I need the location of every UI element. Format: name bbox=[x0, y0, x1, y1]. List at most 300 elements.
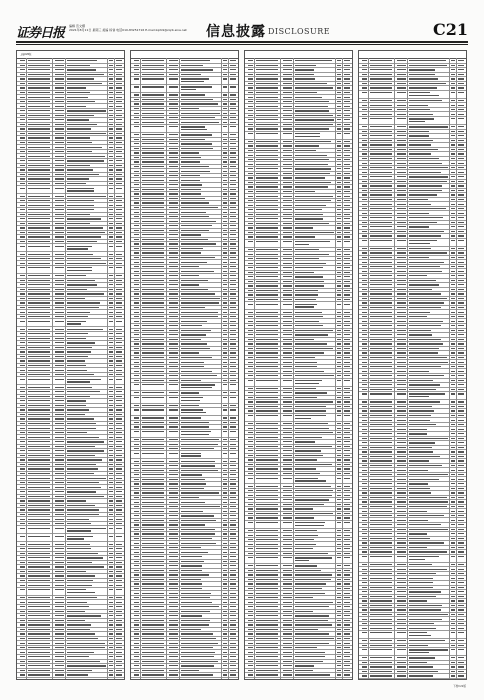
redacted-cell bbox=[20, 437, 25, 438]
redacted-cell bbox=[370, 194, 392, 195]
redacted-cell bbox=[55, 509, 64, 510]
redacted-cell bbox=[397, 547, 406, 548]
redacted-cell bbox=[283, 539, 292, 540]
redacted-cell bbox=[142, 207, 164, 208]
redacted-cell bbox=[181, 412, 206, 413]
redacted-cell bbox=[283, 164, 292, 165]
redacted-cell bbox=[337, 290, 341, 291]
redacted-cell bbox=[295, 272, 314, 273]
redacted-cell bbox=[409, 524, 441, 525]
redacted-cell bbox=[28, 391, 50, 392]
redacted-cell bbox=[256, 499, 278, 500]
redacted-cell bbox=[142, 366, 164, 367]
redacted-cell bbox=[362, 524, 367, 525]
redacted-cell bbox=[223, 543, 227, 544]
redacted-cell bbox=[142, 325, 164, 326]
redacted-cell bbox=[248, 513, 253, 514]
redacted-cell bbox=[223, 556, 227, 557]
redacted-cell bbox=[256, 441, 278, 442]
redacted-cell bbox=[451, 465, 455, 466]
redacted-cell bbox=[295, 128, 329, 129]
redacted-cell bbox=[230, 94, 236, 95]
redacted-cell bbox=[370, 524, 392, 525]
redacted-cell bbox=[28, 209, 50, 210]
redacted-cell bbox=[283, 548, 292, 549]
redacted-cell bbox=[20, 629, 25, 630]
redacted-cell bbox=[134, 348, 139, 349]
redacted-cell bbox=[109, 110, 113, 111]
redacted-cell bbox=[344, 629, 350, 630]
redacted-cell bbox=[230, 465, 236, 466]
redacted-cell bbox=[344, 263, 350, 264]
redacted-cell bbox=[295, 133, 320, 134]
redacted-cell bbox=[230, 225, 236, 226]
redacted-cell bbox=[20, 387, 25, 388]
redacted-cell bbox=[223, 624, 227, 625]
redacted-cell bbox=[28, 679, 50, 680]
redacted-cell bbox=[409, 573, 436, 574]
redacted-cell bbox=[116, 496, 122, 497]
redacted-cell bbox=[283, 232, 292, 233]
redacted-cell bbox=[295, 276, 323, 277]
redacted-cell bbox=[337, 432, 341, 433]
redacted-cell bbox=[67, 514, 99, 515]
redacted-cell bbox=[230, 161, 236, 162]
redacted-cell bbox=[295, 410, 326, 411]
redacted-cell bbox=[181, 565, 202, 566]
redacted-cell bbox=[295, 665, 314, 666]
redacted-cell bbox=[134, 380, 139, 381]
redacted-cell bbox=[397, 185, 406, 186]
redacted-cell bbox=[223, 284, 227, 285]
redacted-cell bbox=[344, 679, 350, 680]
redacted-cell bbox=[20, 575, 25, 576]
redacted-cell bbox=[409, 352, 438, 353]
redacted-cell bbox=[370, 266, 392, 267]
redacted-cell bbox=[397, 140, 406, 141]
redacted-cell bbox=[458, 262, 464, 263]
redacted-cell bbox=[283, 330, 292, 331]
redacted-cell bbox=[181, 113, 220, 114]
redacted-cell bbox=[223, 679, 227, 680]
redacted-cell bbox=[458, 433, 464, 434]
redacted-cell bbox=[28, 101, 50, 102]
redacted-cell bbox=[283, 380, 292, 381]
redacted-cell bbox=[458, 632, 464, 633]
redacted-cell bbox=[248, 241, 253, 242]
redacted-cell bbox=[362, 609, 367, 610]
redacted-cell bbox=[397, 632, 406, 633]
redacted-cell bbox=[337, 119, 341, 120]
redacted-cell bbox=[142, 397, 164, 398]
redacted-cell bbox=[20, 432, 25, 433]
redacted-cell bbox=[256, 69, 278, 70]
redacted-cell bbox=[67, 519, 89, 520]
redacted-cell bbox=[409, 600, 427, 601]
redacted-cell bbox=[169, 574, 178, 575]
redacted-cell bbox=[230, 103, 236, 104]
redacted-cell bbox=[116, 174, 122, 175]
redacted-cell bbox=[223, 615, 227, 616]
redacted-cell bbox=[344, 522, 350, 523]
redacted-cell bbox=[169, 417, 178, 418]
redacted-cell bbox=[230, 524, 236, 525]
redacted-cell bbox=[109, 312, 113, 313]
redacted-cell bbox=[230, 113, 236, 114]
redacted-cell bbox=[181, 400, 200, 401]
redacted-cell bbox=[28, 400, 50, 401]
redacted-cell bbox=[409, 640, 445, 641]
redacted-cell bbox=[397, 591, 406, 592]
redacted-cell bbox=[109, 284, 113, 285]
redacted-cell bbox=[370, 74, 392, 75]
redacted-cell bbox=[337, 565, 341, 566]
redacted-cell bbox=[142, 529, 164, 530]
redacted-cell bbox=[55, 379, 64, 380]
redacted-cell bbox=[256, 611, 278, 612]
redacted-cell bbox=[20, 562, 25, 563]
redacted-cell bbox=[223, 371, 227, 372]
redacted-cell bbox=[142, 561, 164, 562]
redacted-cell bbox=[181, 615, 202, 616]
redacted-cell bbox=[248, 276, 253, 277]
redacted-cell bbox=[256, 375, 278, 376]
redacted-cell bbox=[142, 417, 164, 418]
redacted-cell bbox=[409, 60, 446, 61]
redacted-cell bbox=[458, 325, 464, 326]
redacted-cell bbox=[283, 553, 292, 554]
redacted-cell bbox=[55, 496, 64, 497]
redacted-cell bbox=[337, 633, 341, 634]
redacted-cell bbox=[256, 128, 278, 129]
redacted-cell bbox=[116, 482, 122, 483]
redacted-cell bbox=[109, 455, 113, 456]
redacted-cell bbox=[67, 370, 87, 371]
redacted-cell bbox=[397, 126, 406, 127]
redacted-cell bbox=[20, 263, 25, 264]
redacted-cell bbox=[344, 513, 350, 514]
redacted-cell bbox=[370, 126, 392, 127]
redacted-cell bbox=[344, 339, 350, 340]
redacted-cell bbox=[134, 579, 139, 580]
redacted-cell bbox=[67, 441, 104, 442]
redacted-cell bbox=[230, 352, 236, 353]
redacted-cell bbox=[256, 141, 278, 142]
redacted-cell bbox=[230, 330, 236, 331]
redacted-cell bbox=[370, 334, 392, 335]
redacted-cell bbox=[337, 459, 341, 460]
redacted-cell bbox=[109, 258, 113, 259]
redacted-cell bbox=[344, 486, 350, 487]
redacted-cell bbox=[169, 561, 178, 562]
redacted-cell bbox=[458, 343, 464, 344]
redacted-cell bbox=[223, 157, 227, 158]
redacted-cell bbox=[116, 647, 122, 648]
redacted-cell bbox=[370, 262, 392, 263]
redacted-cell bbox=[458, 213, 464, 214]
redacted-cell bbox=[248, 110, 253, 111]
redacted-cell bbox=[67, 580, 93, 581]
table-row bbox=[17, 244, 124, 252]
redacted-cell bbox=[248, 397, 253, 398]
redacted-cell bbox=[28, 302, 50, 303]
redacted-cell bbox=[362, 645, 367, 646]
redacted-cell bbox=[283, 186, 292, 187]
redacted-cell bbox=[169, 78, 178, 79]
redacted-cell bbox=[370, 506, 392, 507]
redacted-cell bbox=[337, 267, 341, 268]
redacted-cell bbox=[256, 299, 278, 300]
redacted-cell bbox=[142, 380, 164, 381]
redacted-cell bbox=[362, 87, 367, 88]
redacted-cell bbox=[344, 557, 350, 558]
redacted-cell bbox=[223, 316, 227, 317]
redacted-cell bbox=[397, 248, 406, 249]
redacted-cell bbox=[248, 352, 253, 353]
redacted-cell bbox=[20, 280, 25, 281]
redacted-cell bbox=[256, 647, 278, 648]
redacted-cell bbox=[134, 561, 139, 562]
redacted-cell bbox=[362, 248, 367, 249]
redacted-cell bbox=[370, 515, 392, 516]
redacted-cell bbox=[134, 126, 139, 127]
redacted-cell bbox=[28, 615, 50, 616]
redacted-cell bbox=[409, 366, 441, 367]
redacted-cell bbox=[256, 643, 278, 644]
redacted-cell bbox=[20, 246, 25, 247]
redacted-cell bbox=[142, 134, 164, 135]
redacted-cell bbox=[169, 175, 178, 176]
redacted-cell bbox=[283, 110, 292, 111]
redacted-cell bbox=[362, 438, 367, 439]
redacted-cell bbox=[181, 647, 213, 648]
redacted-cell bbox=[116, 347, 122, 348]
redacted-cell bbox=[409, 447, 432, 448]
redacted-cell bbox=[370, 628, 392, 629]
redacted-cell bbox=[181, 103, 218, 104]
redacted-cell bbox=[181, 606, 219, 607]
redacted-cell bbox=[109, 151, 113, 152]
redacted-cell bbox=[256, 432, 278, 433]
redacted-cell bbox=[295, 285, 324, 286]
redacted-cell bbox=[67, 396, 90, 397]
redacted-cell bbox=[362, 213, 367, 214]
redacted-cell bbox=[458, 649, 464, 650]
redacted-cell bbox=[344, 620, 350, 621]
redacted-cell bbox=[116, 267, 122, 268]
redacted-cell bbox=[409, 95, 439, 96]
redacted-cell bbox=[181, 547, 201, 548]
redacted-cell bbox=[28, 205, 50, 206]
redacted-cell bbox=[362, 497, 367, 498]
redacted-cell bbox=[451, 78, 455, 79]
redacted-cell bbox=[67, 602, 87, 603]
redacted-cell bbox=[169, 189, 178, 190]
redacted-cell bbox=[67, 566, 104, 567]
redacted-cell bbox=[248, 209, 253, 210]
redacted-cell bbox=[20, 360, 25, 361]
redacted-cell bbox=[116, 137, 122, 138]
redacted-cell bbox=[134, 103, 139, 104]
redacted-cell bbox=[458, 185, 464, 186]
redacted-cell bbox=[362, 100, 367, 101]
redacted-cell bbox=[55, 293, 64, 294]
redacted-cell bbox=[295, 334, 328, 335]
redacted-cell bbox=[134, 293, 139, 294]
redacted-cell bbox=[337, 141, 341, 142]
redacted-cell bbox=[20, 611, 25, 612]
redacted-cell bbox=[20, 670, 25, 671]
redacted-cell bbox=[370, 312, 392, 313]
redacted-cell bbox=[344, 343, 350, 344]
redacted-cell bbox=[458, 307, 464, 308]
redacted-cell bbox=[142, 94, 164, 95]
redacted-cell bbox=[67, 142, 92, 143]
redacted-cell bbox=[55, 500, 64, 501]
redacted-cell bbox=[116, 387, 122, 388]
redacted-cell bbox=[169, 202, 178, 203]
redacted-cell bbox=[337, 450, 341, 451]
redacted-cell bbox=[256, 258, 278, 259]
redacted-cell bbox=[295, 316, 323, 317]
redacted-cell bbox=[67, 165, 90, 166]
redacted-cell bbox=[283, 106, 292, 107]
redacted-cell bbox=[116, 652, 122, 653]
redacted-cell bbox=[169, 643, 178, 644]
redacted-cell bbox=[28, 147, 50, 148]
redacted-cell bbox=[295, 321, 319, 322]
redacted-cell bbox=[256, 553, 278, 554]
redacted-cell bbox=[230, 184, 236, 185]
redacted-cell bbox=[230, 321, 236, 322]
redacted-cell bbox=[230, 148, 236, 149]
redacted-cell bbox=[55, 342, 64, 343]
redacted-cell bbox=[134, 307, 139, 308]
redacted-cell bbox=[248, 196, 253, 197]
redacted-cell bbox=[344, 200, 350, 201]
redacted-cell bbox=[28, 258, 50, 259]
redacted-cell bbox=[344, 401, 350, 402]
redacted-cell bbox=[28, 289, 50, 290]
redacted-cell bbox=[248, 263, 253, 264]
redacted-cell bbox=[20, 307, 25, 308]
redacted-cell bbox=[337, 486, 341, 487]
redacted-cell bbox=[344, 352, 350, 353]
redacted-cell bbox=[248, 593, 253, 594]
redacted-cell bbox=[181, 392, 199, 393]
redacted-cell bbox=[223, 94, 227, 95]
redacted-cell bbox=[169, 579, 178, 580]
redacted-cell bbox=[230, 216, 236, 217]
redacted-cell bbox=[409, 109, 430, 110]
redacted-cell bbox=[142, 78, 164, 79]
redacted-cell bbox=[28, 519, 50, 520]
redacted-cell bbox=[344, 272, 350, 273]
redacted-cell bbox=[134, 271, 139, 272]
redacted-cell bbox=[458, 257, 464, 258]
redacted-cell bbox=[223, 643, 227, 644]
redacted-cell bbox=[223, 366, 227, 367]
redacted-cell bbox=[370, 393, 392, 394]
redacted-cell bbox=[181, 561, 204, 562]
redacted-cell bbox=[344, 661, 350, 662]
redacted-cell bbox=[283, 397, 292, 398]
redacted-cell bbox=[295, 69, 314, 70]
redacted-cell bbox=[344, 530, 350, 531]
redacted-cell bbox=[295, 106, 328, 107]
redacted-cell bbox=[142, 126, 164, 127]
redacted-cell bbox=[362, 362, 367, 363]
redacted-cell bbox=[362, 266, 367, 267]
redacted-cell bbox=[20, 536, 25, 537]
redacted-cell bbox=[370, 140, 392, 141]
redacted-cell bbox=[230, 207, 236, 208]
redacted-cell bbox=[28, 169, 50, 170]
redacted-cell bbox=[109, 665, 113, 666]
redacted-cell bbox=[397, 135, 406, 136]
redacted-cell bbox=[256, 232, 278, 233]
redacted-cell bbox=[256, 218, 278, 219]
redacted-cell bbox=[67, 557, 103, 558]
redacted-cell bbox=[223, 175, 227, 176]
redacted-cell bbox=[337, 92, 341, 93]
redacted-cell bbox=[397, 492, 406, 493]
redacted-cell bbox=[55, 87, 64, 88]
redacted-cell bbox=[67, 196, 106, 197]
redacted-cell bbox=[344, 478, 350, 479]
redacted-cell bbox=[55, 523, 64, 524]
redacted-cell bbox=[370, 339, 392, 340]
redacted-cell bbox=[370, 438, 392, 439]
redacted-cell bbox=[458, 289, 464, 290]
redacted-cell bbox=[409, 231, 444, 232]
redacted-cell bbox=[451, 69, 455, 70]
redacted-cell bbox=[256, 119, 278, 120]
redacted-cell bbox=[295, 241, 330, 242]
redacted-cell bbox=[109, 351, 113, 352]
redacted-cell bbox=[181, 511, 203, 512]
redacted-cell bbox=[67, 347, 92, 348]
redacted-cell bbox=[370, 433, 392, 434]
redacted-cell bbox=[28, 160, 50, 161]
table-rows bbox=[17, 59, 124, 680]
redacted-cell bbox=[256, 106, 278, 107]
redacted-cell bbox=[223, 225, 227, 226]
redacted-cell bbox=[256, 223, 278, 224]
redacted-cell bbox=[109, 670, 113, 671]
redacted-cell bbox=[134, 502, 139, 503]
redacted-cell bbox=[28, 544, 50, 545]
table-row bbox=[131, 451, 238, 459]
redacted-cell bbox=[458, 78, 464, 79]
redacted-cell bbox=[28, 652, 50, 653]
redacted-cell bbox=[337, 321, 341, 322]
redacted-cell bbox=[397, 447, 406, 448]
redacted-cell bbox=[409, 538, 430, 539]
redacted-cell bbox=[223, 280, 227, 281]
redacted-cell bbox=[67, 679, 98, 680]
redacted-cell bbox=[223, 348, 227, 349]
redacted-cell bbox=[344, 446, 350, 447]
redacted-cell bbox=[109, 60, 113, 61]
redacted-cell bbox=[20, 624, 25, 625]
redacted-cell bbox=[181, 397, 203, 398]
redacted-cell bbox=[283, 468, 292, 469]
redacted-cell bbox=[109, 246, 113, 247]
redacted-cell bbox=[169, 113, 178, 114]
redacted-cell bbox=[116, 338, 122, 339]
redacted-cell bbox=[295, 579, 331, 580]
